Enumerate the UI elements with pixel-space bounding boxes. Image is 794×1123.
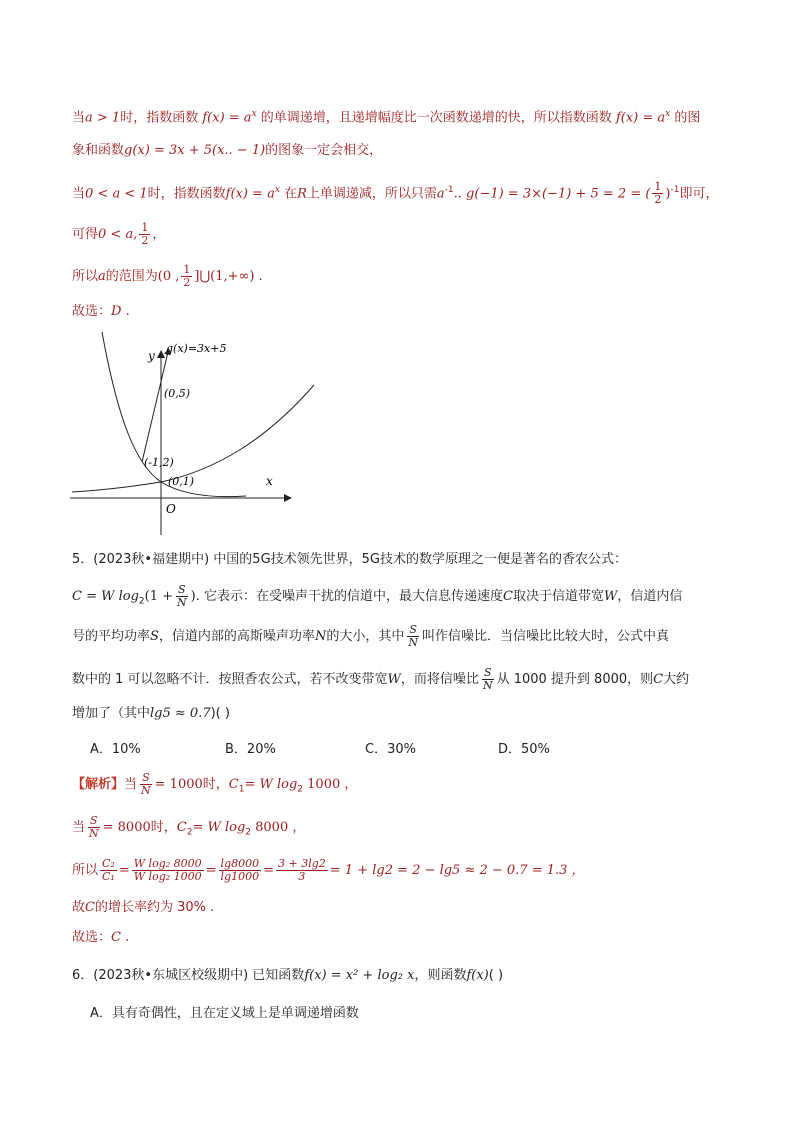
line-equation-label: g(x)=3x+5 (166, 342, 227, 355)
function-graph (66, 330, 326, 540)
math-expr: f(x) = a (225, 186, 275, 202)
text: ， (152, 227, 166, 242)
x-axis-arrow (284, 494, 292, 502)
text: 的图象一定会相交， (265, 143, 383, 158)
text: 叫作信噪比．当信噪比比较大时，公式中真 (421, 629, 669, 644)
solution-line-5 (72, 264, 263, 289)
x-axis-label: x (266, 474, 273, 488)
text: 号的平均功率 (72, 629, 151, 644)
math-expr: f(x) = x² + log₂ x (304, 968, 415, 983)
q5-stem-line-3: 号的平均功率S，信道内部的高斯噪声功率N的大小，其中 $\frac{S}{N}$ 叫作信噪比．当信噪比比较大时，公式中真 (72, 623, 669, 649)
option-a[interactable]: A．10% (90, 742, 141, 757)
math-expr: (0 , (157, 269, 180, 284)
text: ，则函数 (414, 968, 467, 983)
text: 的图 (674, 110, 701, 126)
option-b[interactable]: B．20% (225, 742, 276, 757)
text: 所以 (72, 269, 99, 284)
option-c[interactable]: C．30% (365, 742, 416, 757)
q6-option-a[interactable] (90, 1004, 359, 1024)
math-expr: f(x) (466, 968, 489, 983)
point-label-neg1-2: (-1,2) (144, 456, 174, 469)
math-expr: f(x) = a (615, 110, 666, 126)
solution-line-3: 当0 < a < 1时，指数函数$f(x) = a^x$ 在R上单调递减，所以只需$a^{-1}$.. g(−1) = 3×(−1) + 5 = 2 = ( $\frac{1}{2}$ )$^{-1}$即可， (72, 180, 719, 207)
formula: (1 + (144, 589, 174, 604)
text: . (121, 304, 130, 319)
text: 的单调递增，且递增幅度比一次函数递增的快，所以指数函数 (260, 110, 612, 126)
point-label-0-5: (0,5) (164, 387, 191, 400)
text: 的范围为 (105, 269, 158, 284)
text: 6．(2023秋•东城区校级期中) 已知函数 (72, 968, 305, 983)
text: 故选： (72, 304, 112, 319)
text: . 它表示：在受噪声干扰的信道中，最大信息传递速度 (195, 589, 503, 604)
math-expr: g(−1) = 3×(−1) + 5 = 2 = ( (466, 186, 651, 202)
text: 时，指数函数 (147, 186, 226, 202)
solution-line-4 (72, 222, 165, 247)
text: 当 (72, 110, 86, 126)
fraction: $\frac{S}{N}$ (177, 583, 187, 609)
text: 增加了（其中 (72, 706, 151, 721)
answer-line-prev (72, 302, 130, 322)
math-expr: R (297, 186, 307, 202)
decreasing-exponential-curve (102, 332, 246, 497)
fraction: $\frac{3 + 3\lg 2}{3}$ (278, 857, 326, 883)
fraction: $\frac{S}{N}$ (89, 814, 99, 840)
text: 时，指数函数 (120, 110, 199, 126)
text: 可得 (72, 227, 99, 242)
q5-solution-line-2: 当 $\frac{S}{N}$ = 8000时，$C_2= W$ $\log_2 8000$ ， (72, 814, 306, 840)
text: 上单调递减，所以只需 (306, 186, 437, 202)
math-expr: 0 < a, (98, 227, 138, 242)
fraction: $\frac{S}{N}$ (408, 623, 418, 649)
option-a-text: A．具有奇偶性，且在定义域上是单调递增函数 (90, 1006, 359, 1021)
math-expr: 0 < a < 1 (85, 186, 148, 202)
fraction: $\frac{\lg 8000}{\lg 1000}$ (220, 857, 260, 883)
text: . (254, 269, 263, 284)
text: 大约 (663, 672, 690, 687)
text: ，而将信噪比 (400, 672, 479, 687)
math-expr: f(x) = a (202, 110, 252, 126)
text: ，信道内信 (617, 589, 683, 604)
q5-stem-line-5 (72, 704, 230, 724)
text: 即可， (679, 186, 719, 202)
q5-stem-line-2: C = W $\log_2(1$ + $\frac{S}{N}$ ). 它表示：在受噪声干扰的信道中，最大信息传递速度C取决于信道带宽W，信道内信 (72, 583, 683, 609)
fraction: $\frac{\text{C₂}}{\text{C₁}}$ (102, 857, 115, 883)
fraction: $\frac{S}{N}$ (141, 771, 151, 797)
text: ，信道内部的高斯噪声功率 (158, 629, 315, 644)
q5-solution-line-3: 所以 $\frac{\text{C₂}}{\text{C₁}}$ = $\frac{\text{W log₂ 8000}}{\text{W log₂ 1000}}$ = $\frac{\lg 8000}{\lg 1000}$ = $\frac{3 + 3\lg 2}{3}$ = 1 + lg2 = 2 − lg5 ≈ 2 − 0.7 = 1.3 ， (72, 857, 585, 883)
formula: C = W log (72, 589, 139, 604)
text: ( ) (488, 968, 504, 983)
text: 数中的 1 可以忽略不计．按照香农公式，若不改变带宽 (72, 672, 388, 687)
q6-stem (72, 966, 503, 986)
text: 取决于信道带宽 (512, 589, 604, 604)
fraction: $\frac{1}{2}$ (654, 180, 662, 207)
solution-tag: 【解析】 (72, 777, 125, 792)
text: 象和函数 (72, 143, 125, 158)
math-expr: a > 1 (85, 110, 121, 126)
text: 当 (72, 186, 86, 202)
q5-stem-line-1 (72, 550, 627, 570)
math-expr: g(x) = 3x + 5(x.. − 1) (124, 143, 266, 158)
text: 从 1000 提升到 8000，则 (496, 672, 654, 687)
solution-line-2 (72, 141, 382, 161)
math-expr: ]⋃(1,+∞) (194, 269, 255, 284)
text: 5．(2023秋•福建期中) 中国的5G技术领先世界，5G技术的数学原理之一便是著名的香农公式： (72, 552, 627, 567)
math-expr: lg5 ≈ 0.7 (150, 706, 211, 721)
math-var: a (98, 269, 106, 284)
text: )( ) (210, 706, 230, 721)
y-axis-arrow (157, 350, 165, 358)
fraction: $\frac{1}{2}$ (141, 221, 149, 247)
answer-letter: D (111, 304, 122, 319)
solution-line-1: 当a > 1时，指数函数 $f(x) = a^x$ 的单调递增，且递增幅度比一次函数递增的快，所以指数函数 $f(x) = a^x$ 的图 (72, 109, 701, 126)
origin-label: O (166, 502, 176, 516)
text: 在 (284, 186, 298, 202)
q5-solution-line-4: 故C的增长率约为 30% . (72, 900, 215, 915)
answer-letter: C (111, 930, 121, 945)
point-label-0-1: (0,1) (168, 475, 195, 488)
text: 的大小，其中 (326, 629, 405, 644)
y-axis-label: y (148, 349, 155, 363)
fraction: $\frac{S}{N}$ (482, 666, 493, 692)
q5-answer-line: 故选：C . (72, 930, 130, 945)
fraction: $\frac{1}{2}$ (183, 263, 191, 289)
fraction: $\frac{\text{W log₂ 8000}}{\text{W log₂ 1000}}$ (133, 857, 202, 883)
q5-stem-line-4: 数中的 1 可以忽略不计．按照香农公式，若不改变带宽W，而将信噪比 $\frac{S}{N}$ 从 1000 提升到 8000，则C大约 (72, 666, 690, 692)
q5-solution-line-1: 【解析】当 $\frac{S}{N}$ = 1000时，$C_1= W$ $\log_2 1000$ ， (72, 771, 358, 797)
linear-function-line (142, 352, 168, 462)
option-d[interactable]: D．50% (498, 742, 550, 757)
